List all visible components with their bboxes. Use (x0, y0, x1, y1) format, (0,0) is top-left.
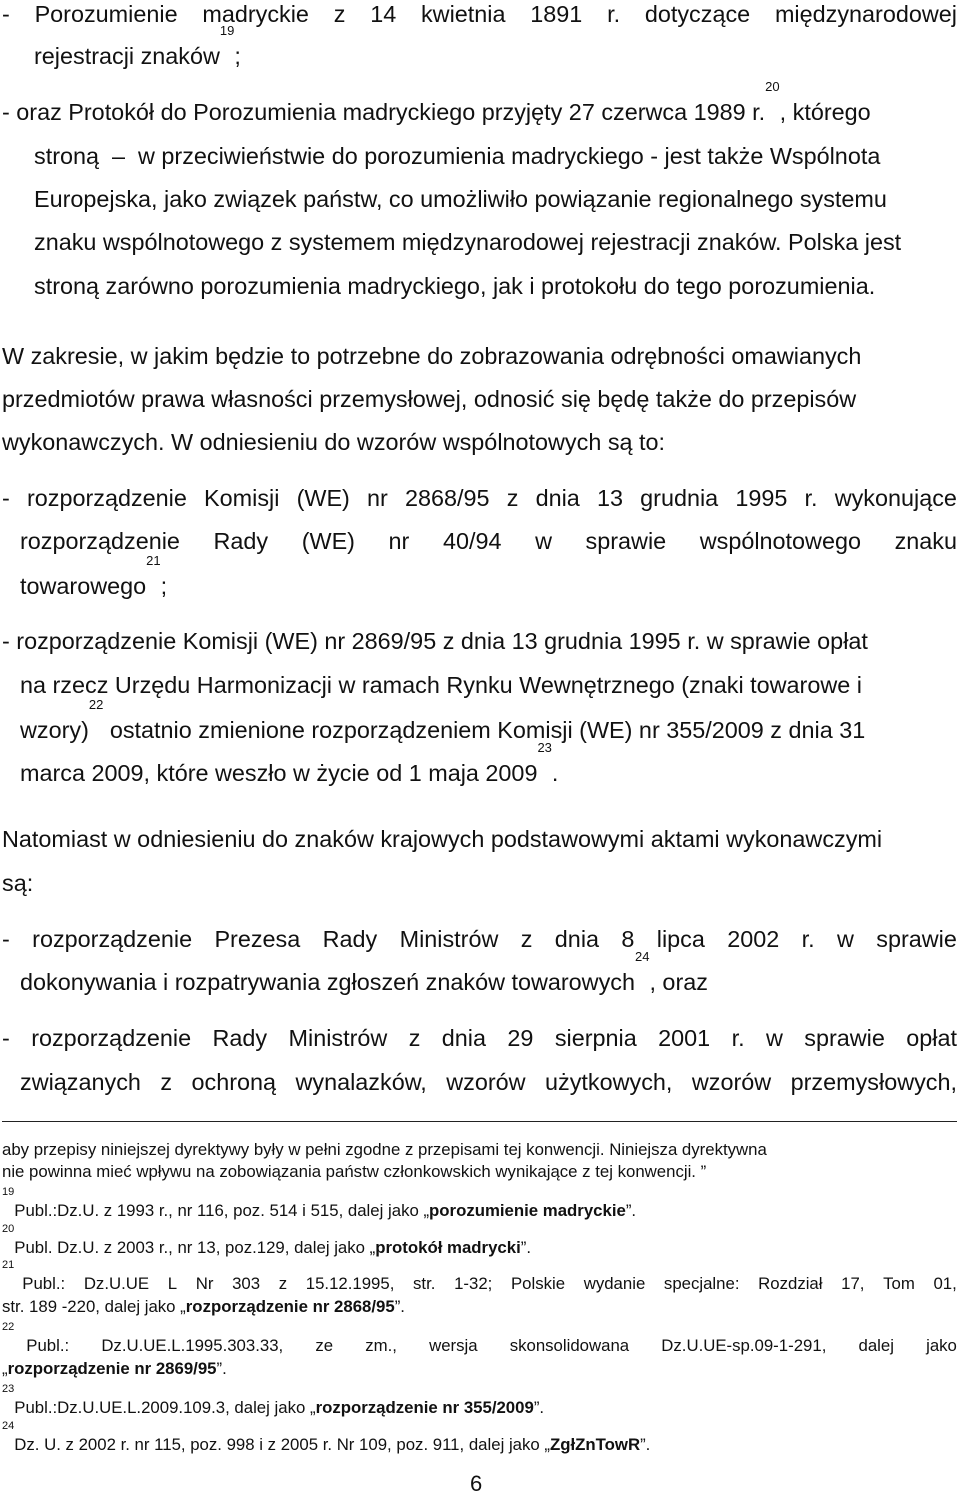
footnote-19: $^{19}$ Publ.:Dz.U. z 1993 r., nr 116, poz. 514 i 515, dalej jako „ porozumienie madryckie ”. (2, 1186, 637, 1220)
word: 2868/95 (404, 485, 490, 511)
word: (WE) (301, 528, 355, 554)
word: - (2, 1025, 10, 1051)
word: użytkowych, (545, 1069, 673, 1095)
footnote-ref[interactable]: 22 (88, 697, 104, 712)
word: dalej (858, 1336, 894, 1355)
footnote-23: $^{23}$ Publ.:Dz.U.UE.L.2009.109.3, dalej jako „ rozporządzenie nr 355/2009 ”. (2, 1383, 545, 1417)
body-line: marca 2009, które weszło w życie od 1 maja 2009 $^{23}$ . (20, 740, 559, 786)
word: 40/94 (442, 528, 502, 554)
body-line: wykonawczych. W odniesieniu do wzorów wspólnotowych są to: (2, 429, 666, 455)
word: Prezesa (214, 926, 301, 952)
word: ochroną (191, 1069, 277, 1095)
word: 01, (933, 1274, 957, 1293)
footnote-line: aby przepisy niniejszej dyrektywy były w pełni zgodne z przepisami tej konwencji. Niniejsza dyrektywna (2, 1140, 767, 1159)
word: z (278, 1274, 288, 1293)
footnote-number: 23 (2, 1383, 15, 1395)
word: wykonujące (834, 485, 957, 511)
footnote-22-cont: „ rozporządzenie nr 2869/95 ”. (2, 1359, 227, 1378)
word: Tom (883, 1274, 915, 1293)
body-line: - oraz Protokół do Porozumienia madryckiego przyjęty 27 czerwca 1989 r. $^{20}$ , którego (2, 79, 871, 125)
word: Nr (195, 1274, 214, 1293)
body-line: stroną – w przeciwieństwie do porozumienia madryckiego - jest także Wspólnota (34, 143, 881, 169)
word: wersja (429, 1336, 478, 1355)
word: wydanie (583, 1274, 646, 1293)
word: str. (413, 1274, 436, 1293)
word: w (837, 926, 854, 952)
word: 2001 (658, 1025, 711, 1051)
word: przemysłowych, (790, 1069, 957, 1095)
word: 1891 (530, 1, 583, 27)
word: dotyczące (644, 1, 751, 27)
footnote-line: nie powinna mieć wpływu na zobowiązania państw członkowskich wynikające z tej konwencji. ” (2, 1162, 707, 1181)
word: r. (731, 1025, 745, 1051)
word: madryckie (202, 1, 309, 27)
word: rozporządzenie (31, 1025, 192, 1051)
word: w (765, 1025, 783, 1051)
word: Dz.U.UE-sp.09-1-291, (661, 1336, 827, 1355)
word: dnia (535, 485, 580, 511)
word: 1995 (735, 485, 788, 511)
word: rozporządzenie (32, 926, 193, 952)
body-line (20, 1068, 957, 1096)
word: lipca (656, 926, 705, 952)
word: związanych (20, 1069, 141, 1095)
word: 17, (841, 1274, 865, 1293)
word: Publ.: (26, 1336, 70, 1355)
footnote-ref[interactable]: 19 (219, 23, 235, 38)
body-line: na rzecz Urzędu Harmonizacji w ramach Rynku Wewnętrznego (znaki towarowe i (20, 672, 862, 698)
word: z (333, 1, 346, 27)
word: grudnia (640, 485, 719, 511)
footnote-ref[interactable]: 21 (146, 553, 161, 568)
word: kwietnia (420, 1, 506, 27)
page-number: 6 (470, 1471, 483, 1496)
footnote-number: 22 (2, 1321, 15, 1333)
word: - (2, 485, 10, 511)
footnote-number: 24 (2, 1420, 15, 1432)
body-line (2, 1024, 957, 1052)
footnote-24: $^{24}$ Dz. U. z 2002 r. nr 115, poz. 998 i z 2005 r. Nr 109, poz. 911, dalej jako „ ZgłZnTowR ”. (2, 1420, 651, 1454)
footnote-21 (2, 1259, 957, 1295)
word: wspólnotowego (699, 528, 861, 554)
word: dnia (441, 1025, 487, 1051)
body-line: Europejska, jako związek państw, co umożliwiło powiązanie regionalnego systemu (34, 186, 887, 212)
word: rozporządzenie (20, 528, 180, 554)
body-line: Natomiast w odniesieniu do znaków krajowych podstawowymi aktami wykonawczymi (2, 826, 883, 852)
word: skonsolidowana (509, 1336, 630, 1355)
word: sprawie (585, 528, 667, 554)
footnote-21-cont: str. 189 -220, dalej jako „ rozporządzenie nr 2868/95 ”. (2, 1297, 405, 1316)
footnote-ref[interactable]: 20 (765, 79, 780, 94)
word: r. (804, 485, 818, 511)
word: z (520, 926, 533, 952)
word: 15.12.1995, (305, 1274, 395, 1293)
footnote-22 (2, 1321, 957, 1357)
word: dnia (554, 926, 600, 952)
footnote-20: $^{20}$ Publ. Dz.U. z 2003 r., nr 13, poz.129, dalej jako „ protokół madrycki ”. (2, 1223, 531, 1257)
word: Rady (213, 528, 269, 554)
word: znaku (894, 528, 957, 554)
word: 303 (232, 1274, 261, 1293)
word: Komisji (204, 485, 280, 511)
body-line: wzory) $^{22}$ ostatnio zmienione rozporządzeniem Komisji (WE) nr 355/2009 z dnia 31 (20, 697, 866, 743)
body-line: stroną zarówno porozumienia madryckiego, jak i protokołu do tego porozumienia. (34, 273, 876, 299)
word: opłat (906, 1025, 957, 1051)
word: Rozdział (758, 1274, 823, 1293)
word: z (160, 1069, 173, 1095)
footnote-number: 21 (2, 1259, 15, 1271)
body-line: - rozporządzenie Komisji (WE) nr 2869/95 z dnia 13 grudnia 1995 r. w sprawie opłat (2, 628, 868, 654)
footnote-separator (2, 1121, 957, 1122)
word: Porozumienie (34, 1, 178, 27)
word: z (506, 485, 519, 511)
word: 29 (507, 1025, 534, 1051)
word: sierpnia (554, 1025, 637, 1051)
word: Dz.U.UE.L.1995.303.33, (101, 1336, 284, 1355)
word: wzorów (691, 1069, 772, 1095)
word: 8 (621, 926, 635, 952)
footnote-number: 19 (2, 1186, 15, 1198)
body-line: rejestracji znaków $^{19}$ ; (34, 23, 241, 69)
word: L (167, 1274, 178, 1293)
word: jako (926, 1336, 957, 1355)
body-line: znaku wspólnotowego z systemem międzynarodowej rejestracji znaków. Polska jest (34, 229, 902, 255)
word: wynalazków, (295, 1069, 427, 1095)
body-line (2, 0, 957, 28)
word: wzorów (446, 1069, 526, 1095)
word: r. (607, 1, 621, 27)
body-line: towarowego $^{21}$ ; (20, 553, 168, 599)
word: Rady (212, 1025, 268, 1051)
word: w (535, 528, 552, 554)
word: sprawie (804, 1025, 885, 1051)
word: Dz.U.UE (83, 1274, 150, 1293)
footnote-ref[interactable]: 24 (634, 949, 650, 964)
body-line: dokonywania i rozpatrywania zgłoszeń znaków towarowych $^{24}$ , oraz (20, 949, 708, 995)
word: Rady (322, 926, 378, 952)
body-line: W zakresie, w jakim będzie to potrzebne do zobrazowania odrębności omawianych (2, 343, 862, 369)
word: Publ.: (22, 1274, 66, 1293)
word: (WE) (296, 485, 350, 511)
word: Polskie (510, 1274, 566, 1293)
word: zm., (365, 1336, 397, 1355)
word: 14 (370, 1, 397, 27)
footnote-ref[interactable]: 23 (537, 740, 552, 755)
footnote-number: 20 (2, 1223, 15, 1235)
body-line (2, 925, 957, 953)
word: Ministrów (399, 926, 499, 952)
word: - (2, 926, 10, 952)
word: nr (388, 528, 410, 554)
word: r. (801, 926, 815, 952)
word: międzynarodowej (774, 1, 957, 27)
word: nr (367, 485, 388, 511)
word: 1-32; (454, 1274, 493, 1293)
word: rozporządzenie (26, 485, 187, 511)
word: specjalne: (663, 1274, 740, 1293)
word: 2002 (727, 926, 780, 952)
word: ze (315, 1336, 334, 1355)
word: - (2, 1, 10, 27)
word: z (408, 1025, 421, 1051)
word: 13 (596, 485, 623, 511)
body-line: są: (2, 870, 34, 896)
body-line: przedmiotów prawa własności przemysłowej, odnosić się będę także do przepisów (2, 386, 857, 412)
word: sprawie (876, 926, 957, 952)
word: Ministrów (288, 1025, 388, 1051)
body-line (20, 527, 957, 555)
body-line (2, 484, 957, 512)
